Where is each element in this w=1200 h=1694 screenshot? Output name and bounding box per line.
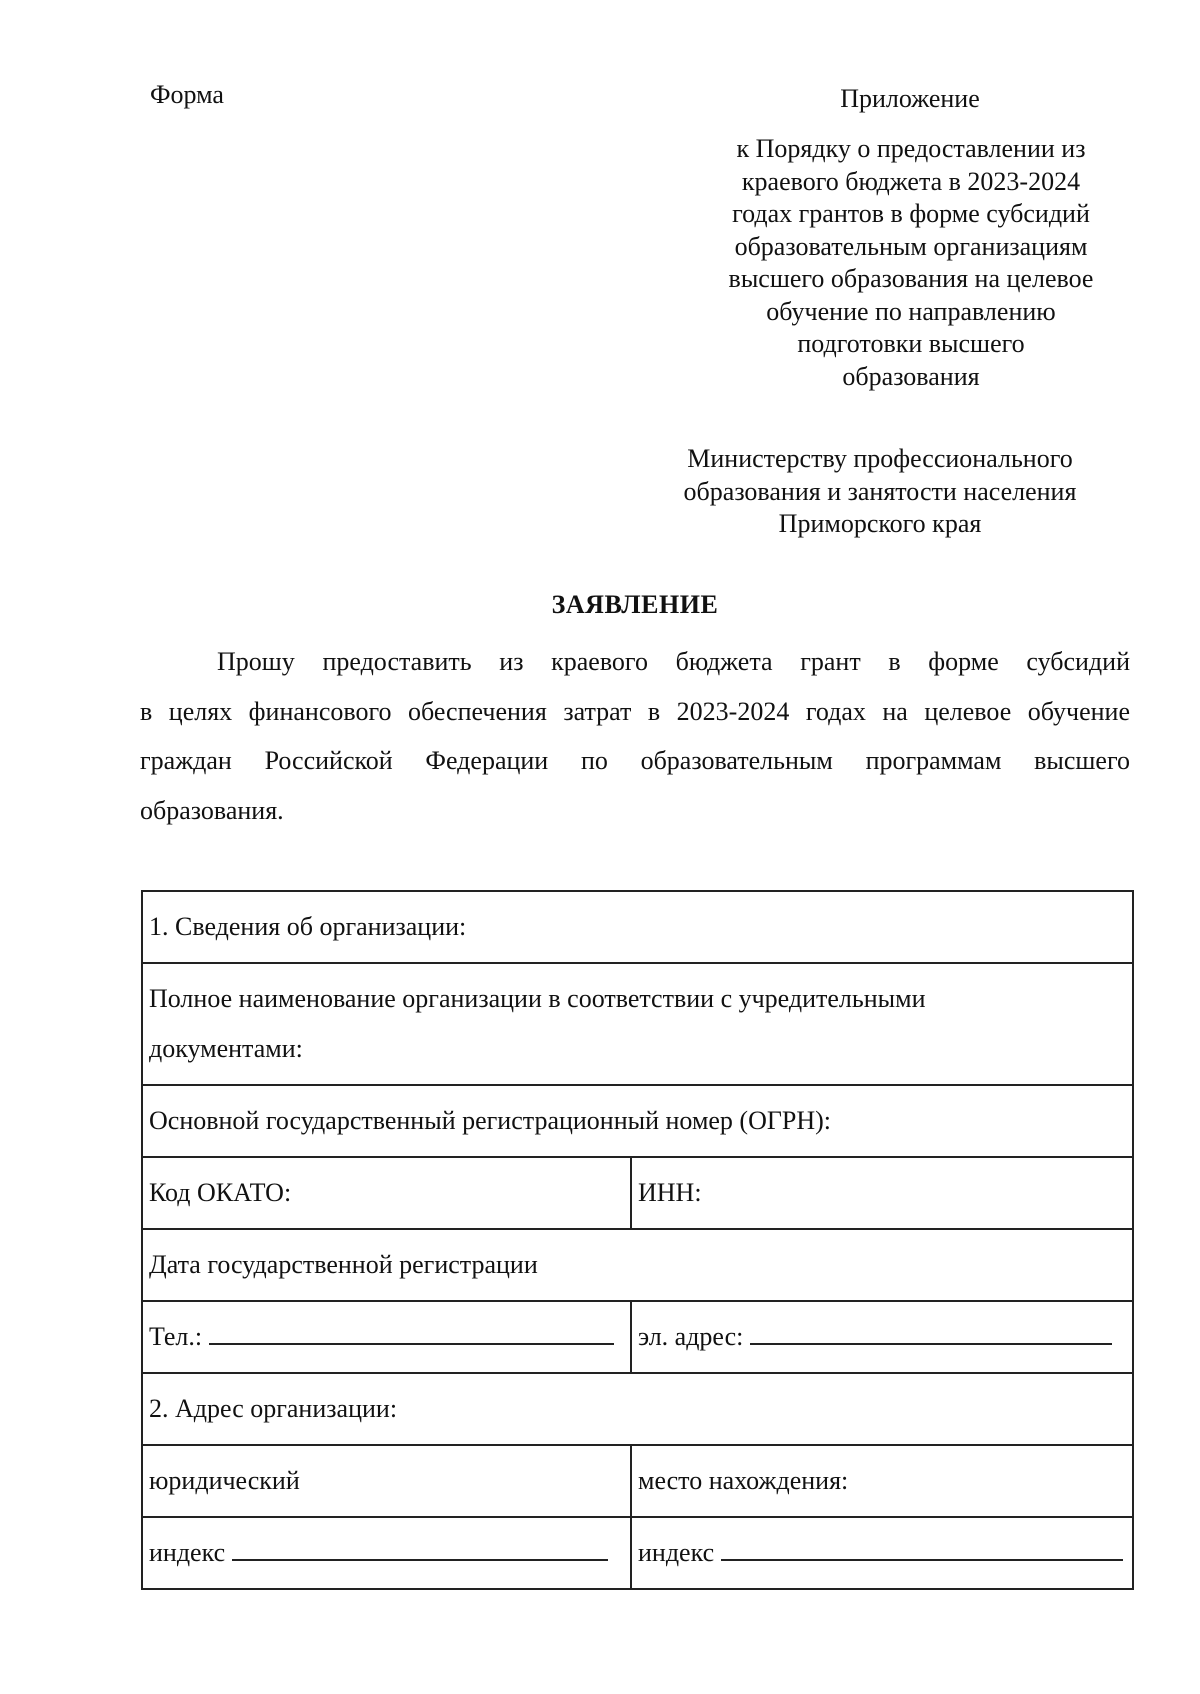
section1-heading: 1. Сведения об организации: — [142, 891, 1133, 963]
annex-description — [686, 133, 1136, 393]
annex-line: к Порядку о предоставлении из — [736, 134, 1086, 163]
request-line: в целях финансового обеспечения затрат в 2023-2024 годах на целевое обучение — [140, 696, 1130, 726]
table-row — [142, 1301, 1133, 1373]
table-row — [142, 1373, 1133, 1445]
email-blank-line[interactable] — [750, 1317, 1112, 1345]
table-row — [142, 1445, 1133, 1517]
addressee-line: Министерству профессионального — [687, 444, 1073, 473]
table-row — [142, 1517, 1133, 1589]
phone-label: Тел.: — [149, 1322, 203, 1351]
ogrn-field[interactable] — [142, 1085, 1133, 1157]
email-field[interactable] — [631, 1301, 1133, 1373]
table-row — [142, 1157, 1133, 1229]
annex-line: краевого бюджета в 2023-2024 — [741, 166, 1081, 196]
legal-address-field[interactable] — [142, 1445, 631, 1517]
request-line: образования. — [140, 795, 284, 825]
index-left-field[interactable] — [142, 1517, 631, 1589]
organization-form-table — [141, 890, 1134, 1590]
request-paragraph — [140, 637, 1130, 835]
table-row — [142, 1085, 1133, 1157]
request-line: граждан Российской Федерации по образовательным программам высшего — [140, 746, 1130, 775]
annex-title: Приложение — [840, 84, 980, 113]
annex-line: высшего образования на целевое — [728, 264, 1094, 293]
index-right-label: индекс — [638, 1538, 715, 1567]
location-address-label: место нахождения: — [638, 1466, 849, 1495]
full-name-label-line1: Полное наименование организации в соответствии с учредительными — [149, 984, 926, 1013]
annex-line: образования — [842, 361, 980, 391]
annex-line: обучение по направлению — [766, 296, 1056, 326]
phone-blank-line[interactable] — [209, 1317, 614, 1345]
addressee-block — [640, 443, 1120, 541]
index-left-blank-line[interactable] — [232, 1533, 608, 1561]
table-row — [142, 891, 1133, 963]
reg-date-label: Дата государственной регистрации — [149, 1250, 538, 1279]
table-row — [142, 1229, 1133, 1301]
section2-heading: 2. Адрес организации: — [142, 1373, 1133, 1445]
annex-line: годах грантов в форме субсидий — [732, 199, 1090, 228]
location-address-field[interactable] — [631, 1445, 1133, 1517]
document-title: ЗАЯВЛЕНИЕ — [551, 590, 719, 619]
form-label: Форма — [150, 80, 224, 109]
email-label: эл. адрес: — [638, 1322, 744, 1351]
index-right-field[interactable] — [631, 1517, 1133, 1589]
ogrn-label: Основной государственный регистрационный номер (ОГРН): — [149, 1106, 832, 1135]
request-line: Прошу предоставить из краевого бюджета грант в форме субсидий — [217, 647, 1130, 676]
annex-line: образовательным организациям — [734, 231, 1088, 261]
phone-field[interactable] — [142, 1301, 631, 1373]
full-name-label-line2: документами: — [149, 1034, 303, 1063]
okato-label: Код ОКАТО: — [149, 1178, 292, 1207]
index-right-blank-line[interactable] — [721, 1533, 1123, 1561]
full-name-field[interactable] — [142, 963, 1133, 1085]
addressee-line: Приморского края — [778, 509, 982, 538]
legal-address-label: юридический — [149, 1466, 300, 1495]
index-left-label: индекс — [149, 1538, 226, 1567]
okato-field[interactable] — [142, 1157, 631, 1229]
table-row — [142, 963, 1133, 1085]
annex-line: подготовки высшего — [797, 329, 1025, 358]
reg-date-field[interactable] — [142, 1229, 1133, 1301]
addressee-line: образования и занятости населения — [683, 476, 1077, 506]
inn-label: ИНН: — [638, 1178, 702, 1207]
inn-field[interactable] — [631, 1157, 1133, 1229]
